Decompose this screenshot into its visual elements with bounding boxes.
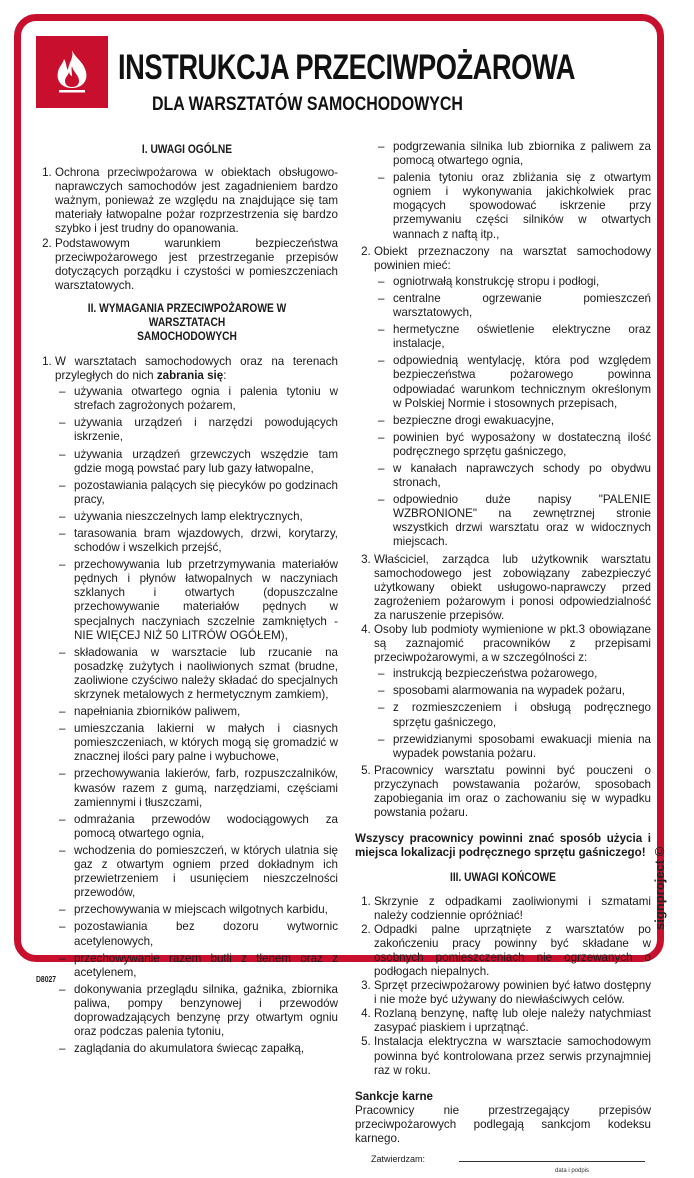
list-item: – pozostawiania palących się piecyków po godzinach pracy, — [59, 479, 338, 507]
list-item: – używania otwartego ognia i palenia tytoniu w strefach zagrożonych pożarem, — [59, 385, 338, 413]
item-intro: Obiekt przeznaczony na warsztat samochodowy powinien mieć: — [374, 244, 651, 272]
list-item: – odmrażania przewodów wodociągowych za pomocą otwartego ognia, — [59, 813, 338, 841]
list-item: – centralne ogrzewanie pomieszczeń warsztatowych, — [378, 292, 651, 320]
list-item: – przechowywanie razem butli z tlenem oraz z acetylenem, — [59, 952, 338, 980]
list-item: 1. Skrzynie z odpadkami zaoliwionymi i szmatami należy codziennie opróżniać! — [374, 895, 651, 923]
notice-text: Wszyscy pracownicy powinni znać sposób użycia i miejsca lokalizacji podręcznego sprzętu gaśniczego! — [355, 832, 651, 860]
list-item — [55, 355, 338, 1056]
right-column — [355, 140, 651, 1174]
page-title: INSTRUKCJA PRZECIWPOŻAROWA — [118, 48, 575, 87]
list-item: – hermetyczne oświetlenie elektryczne oraz instalacje, — [378, 323, 651, 351]
list-item: 4. Rozlaną benzynę, naftę lub oleje należy natychmiast zasypać piaskiem i uprzątnąć. — [374, 1007, 651, 1035]
section-2-list-continued — [355, 140, 651, 242]
list-item: – umieszczania lakierni w małych i ciasnych pomieszczeniach, w których mogą się gromadzić w znacznej ilości pary palne i wybuchowe, — [59, 722, 338, 764]
list-item: 5. Pracownicy warsztatu powinni być pouczeni o przyczynach powstawania pożarów, sposobach zapobiegania im oraz o zachowaniu się w wypadku powstania pożaru. — [374, 764, 651, 820]
fire-pictogram — [36, 36, 108, 108]
list-item: – palenia tytoniu oraz zbliżania się z otwartym ogniem i wykonywania jakichkolwiek prac mogących spowodować iskrzenie przy przemywaniu części silników w otwartych wannach z naftą itp., — [378, 171, 651, 241]
approval-row — [355, 1152, 651, 1174]
left-column — [36, 138, 338, 1059]
list-item: – powinien być wyposażony w dostateczną ilość podręcznego sprzętu gaśniczego, — [378, 431, 651, 459]
item-intro: W warsztatach samochodowych oraz na terenach przyległych do nich — [55, 354, 338, 383]
list-item-continued — [374, 140, 651, 242]
list-item: – używania nieszczelnych lamp elektrycznych, — [59, 510, 338, 524]
page-subtitle: DLA WARSZTATÓW SAMOCHODOWYCH — [152, 94, 463, 115]
item-intro-bold: zabrania się — [156, 369, 224, 383]
section-2-list — [36, 355, 338, 1056]
list-item — [374, 623, 651, 761]
list-item: – ogniotrwałą konstrukcję stropu i podłogi, — [378, 275, 651, 289]
list-item: – wchodzenia do pomieszczeń, w których ulatnia się gaz z otwartym ogniem przed dokładnym ich przewietrzeniem i usunięciem nieszczelności przewodów, — [59, 844, 338, 900]
list-item: – odpowiednią wentylację, która pod względem bezpieczeństwa pożarowego powinna odpowiadać warunkom technicznym określonym w Polskiej Normie i stosownych przepisach, — [378, 354, 651, 410]
list-item: – podgrzewania silnika lub zbiornika z paliwem za pomocą otwartego ognia, — [378, 140, 651, 168]
section-2-heading — [59, 301, 316, 343]
list-item: – napełniania zbiorników paliwem, — [59, 705, 338, 719]
flame-icon — [50, 48, 94, 96]
section-2-heading-line-1: II. WYMAGANIA PRZECIWPOŻAROWE W WARSZTATACH — [87, 300, 287, 329]
list-item: – instrukcją bezpieczeństwa pożarowego, — [378, 667, 651, 681]
sanctions-heading: Sankcje karne — [355, 1089, 433, 1103]
list-item: 1. Ochrona przeciwpożarowa w obiektach obsługowo-naprawczych samochodów jest zagadnieniem bardzo ważnym, ponieważ ze względu na znajdujące się tam materiały łatwopalne pożar rozprzestrzenia się bardzo szybko i jest trudny do opanowania. — [55, 166, 338, 236]
item-intro-end: : — [223, 369, 227, 383]
list-item: – tarasowania bram wjazdowych, drzwi, korytarzy, schodów i wszelkich przejść, — [59, 527, 338, 555]
list-item: – dokonywania przeglądu silnika, gaźnika, zbiornika paliwa, pompy benzynowej i przewodów doprowadzających benzynę przy otwartym ogniu oraz podczas palenia tytoniu, — [59, 983, 338, 1039]
list-item — [374, 245, 651, 550]
list-item: – w kanałach naprawczych schody po obydwu stronach, — [378, 462, 651, 490]
list-item: – składowania w warsztacie lub rzucanie na posadzkę zużytych i naoliwionych szmat (brudne, zaoliwione czyściwo należy składać do specjalnych skrzynek metalowych z hermetycznym zamkiem), — [59, 646, 338, 702]
section-2-heading-line-2: SAMOCHODOWYCH — [137, 328, 237, 343]
list-item: – bezpieczne drogi ewakuacyjne, — [378, 414, 651, 428]
list-item: 2. Podstawowym warunkiem bezpieczeństwa przeciwpożarowego jest przestrzeganie przepisów dotyczących porządku i czystości w pomieszczeniach warsztatowych. — [55, 237, 338, 293]
list-item: – odpowiednio duże napisy "PALENIE WZBRONIONE" na zewnętrznej stronie wszystkich drzwi warsztatu oraz w widocznych miejscach. — [378, 493, 651, 549]
product-code: D8027 — [36, 975, 57, 984]
list-item: – pozostawiania bez dozoru wytwornic acetylenowych, — [59, 920, 338, 948]
list-item: – przechowywania w miejscach wilgotnych karbidu, — [59, 903, 338, 917]
list-item: – przewidzianymi sposobami ewakuacji mienia na wypadek powstania pożaru. — [378, 733, 651, 761]
list-item: – sposobami alarmowania na wypadek pożaru, — [378, 684, 651, 698]
list-item: 5. Instalacja elektryczna w warsztacie samochodowym powinna być kontrolowana przez serwis przynajmniej raz w roku. — [374, 1035, 651, 1077]
prohibitions-list-continued — [374, 140, 651, 242]
list-item: – z rozmieszczeniem i obsługą podręcznego sprzętu gaśniczego, — [378, 701, 651, 729]
section-1-list — [36, 166, 338, 293]
section-1-heading: I. UWAGI OGÓLNE — [141, 142, 233, 156]
signature-caption: data i podpis — [555, 1168, 590, 1175]
list-item: – przechowywania lakierów, farb, rozpuszczalników, kwasów razem z gumą, narzędziami, częściami zamiennymi i tłuszczami, — [59, 767, 338, 809]
list-item: – przechowywania lub przetrzymywania materiałów pędnych i płynów łatwopalnych w naczyniach szklanych i otwartych (dopuszczalne przechowywanie materiałów pędnych w specjalnych naczyniach szczelnie zamkniętych - NIE WIĘCEJ NIŻ 50 LITRÓW OGÓŁEM), — [59, 558, 338, 643]
prohibitions-list — [55, 385, 338, 1056]
brand-label: signproject © — [652, 846, 667, 930]
list-item: – używania urządzeń grzewczych wszędzie tam gdzie mogą powstać pary lub gazy łatwopalne, — [59, 448, 338, 476]
section-3-heading: III. UWAGI KOŃCOWE — [450, 870, 556, 885]
section-2-list-right — [355, 245, 651, 821]
list-item: – zaglądania do akumulatora świecąc zapałką, — [59, 1042, 338, 1056]
sanctions-text: Pracownicy nie przestrzegający przepisów przeciwpożarowych podlegają sankcjom kodeksu karnego. — [355, 1103, 651, 1145]
training-list — [374, 667, 651, 761]
approval-label: Zatwierdzam: — [371, 1154, 426, 1165]
list-item: 2. Odpadki palne uprzątnięte z warsztatów po zakończeniu pracy powinny być składane w osobnych pomieszczeniach nie ogrzewanych o podłogach niepalnych. — [374, 923, 651, 979]
list-item: 3. Sprzęt przeciwpożarowy powinien być łatwo dostępny i nie może być używany do niewłaściwych celów. — [374, 979, 651, 1007]
requirements-list — [374, 275, 651, 550]
item-intro: Osoby lub podmioty wymienione w pkt.3 obowiązane są zaznajomić pracowników z przepisami przeciwpożarowymi, a w szczególności z: — [374, 623, 651, 665]
list-item: – używania urządzeń i narzędzi powodujących iskrzenie, — [59, 416, 338, 444]
signature-line — [459, 1161, 645, 1162]
list-item: 3. Właściciel, zarządca lub użytkownik warsztatu samochodowego jest zobowiązany zabezpieczyć użytkowany obiekt usługowo-naprawczy przed zagrożeniem pożarowym i ponosi odpowiedzialność za naruszenie przepisów. — [374, 553, 651, 623]
section-3-list — [355, 895, 651, 1078]
